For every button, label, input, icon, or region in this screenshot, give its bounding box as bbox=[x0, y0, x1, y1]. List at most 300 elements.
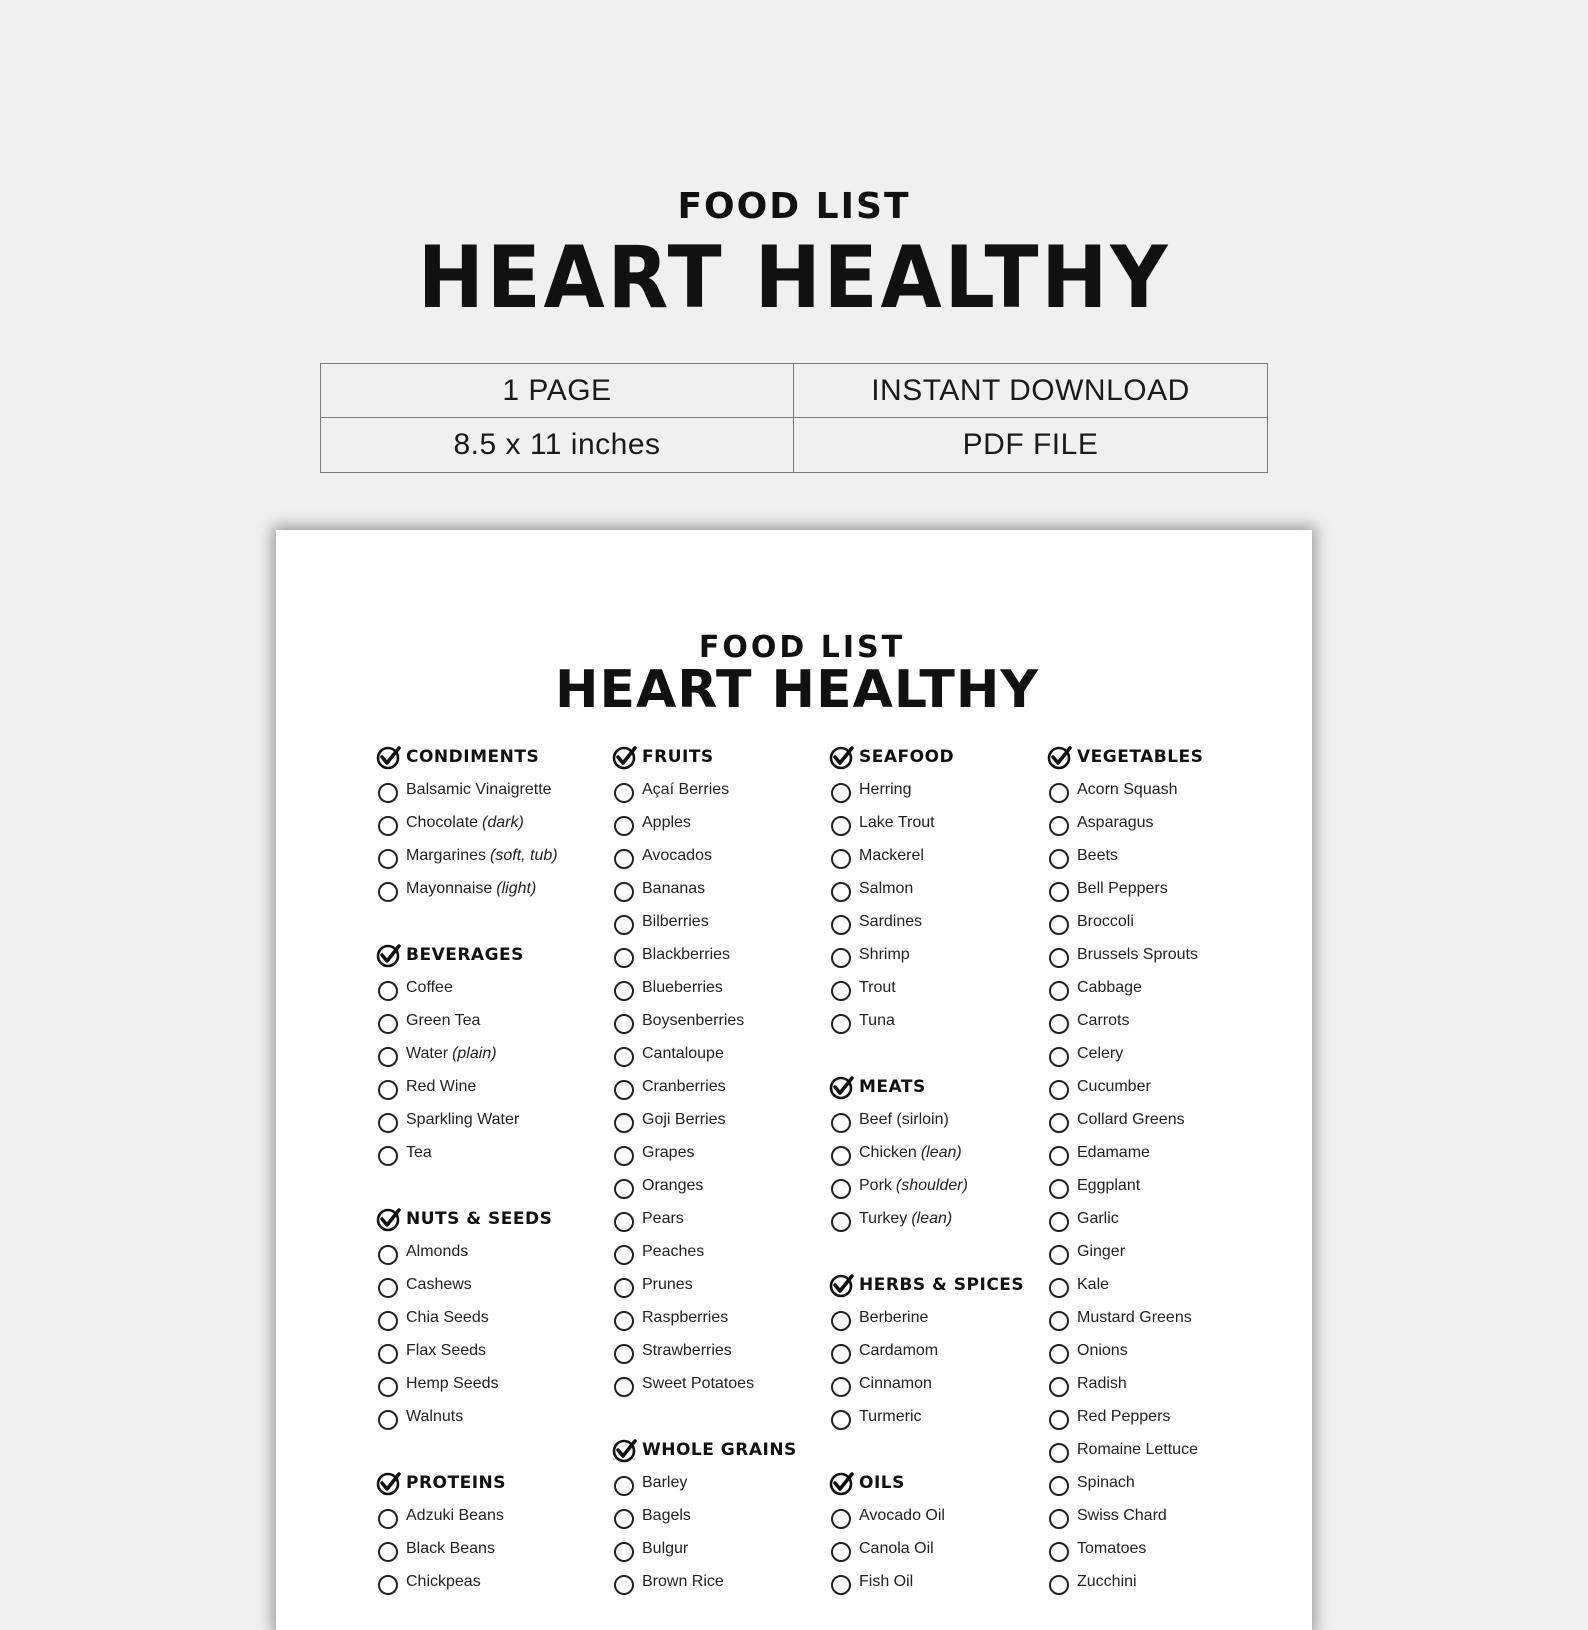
food-item-name: Chicken bbox=[859, 1143, 917, 1161]
food-item[interactable] bbox=[829, 905, 1059, 938]
food-item[interactable] bbox=[612, 839, 842, 872]
food-item[interactable] bbox=[829, 839, 1059, 872]
food-item[interactable] bbox=[829, 1400, 1059, 1433]
food-category bbox=[612, 740, 842, 1400]
food-item-name: Carrots bbox=[1077, 1011, 1130, 1029]
circle-checkbox-icon[interactable] bbox=[378, 981, 398, 1001]
circle-checkbox-icon[interactable] bbox=[1049, 1377, 1069, 1397]
circle-checkbox-icon[interactable] bbox=[1049, 783, 1069, 803]
food-item-note: (shoulder) bbox=[895, 1176, 968, 1194]
food-category bbox=[829, 1268, 1059, 1433]
food-item-name: Salmon bbox=[859, 879, 914, 897]
circle-checkbox-icon[interactable] bbox=[1049, 1047, 1069, 1067]
food-item-name: Chickpeas bbox=[406, 1572, 481, 1590]
food-item[interactable] bbox=[376, 1235, 606, 1268]
circle-checkbox-icon[interactable] bbox=[831, 1344, 851, 1364]
circle-checkbox-icon[interactable] bbox=[378, 1245, 398, 1265]
food-item-name: Avocados bbox=[642, 846, 712, 864]
circle-checkbox-icon[interactable] bbox=[1049, 1278, 1069, 1298]
food-item-name: Blueberries bbox=[642, 978, 723, 996]
food-category bbox=[376, 938, 606, 1169]
food-item[interactable] bbox=[829, 1367, 1059, 1400]
food-item[interactable] bbox=[612, 1301, 842, 1334]
circle-checkbox-icon[interactable] bbox=[1049, 1146, 1069, 1166]
circle-checkbox-icon[interactable] bbox=[831, 1311, 851, 1331]
food-item[interactable] bbox=[1047, 905, 1277, 938]
food-category bbox=[376, 1466, 606, 1598]
food-item[interactable] bbox=[1047, 1235, 1277, 1268]
circle-checkbox-icon[interactable] bbox=[1049, 1443, 1069, 1463]
circle-checkbox-icon[interactable] bbox=[1049, 948, 1069, 968]
food-item-name: Edamame bbox=[1077, 1143, 1150, 1161]
food-item[interactable] bbox=[376, 773, 606, 806]
food-item[interactable] bbox=[829, 1301, 1059, 1334]
food-item[interactable] bbox=[829, 773, 1059, 806]
food-item[interactable] bbox=[376, 1532, 606, 1565]
circle-checkbox-icon[interactable] bbox=[614, 1377, 634, 1397]
food-item-name: Mustard Greens bbox=[1077, 1308, 1192, 1326]
food-item-name: Shrimp bbox=[859, 945, 910, 963]
checkmark-icon bbox=[612, 1437, 638, 1463]
food-item[interactable] bbox=[376, 1301, 606, 1334]
food-item-name: Red Wine bbox=[406, 1077, 477, 1095]
food-item[interactable] bbox=[612, 872, 842, 905]
food-item[interactable] bbox=[1047, 1136, 1277, 1169]
checkmark-icon bbox=[829, 744, 855, 770]
food-item-name: Balsamic Vinaigrette bbox=[406, 780, 552, 798]
circle-checkbox-icon[interactable] bbox=[378, 1410, 398, 1430]
food-item[interactable] bbox=[612, 1103, 842, 1136]
food-item-name: Mackerel bbox=[859, 846, 924, 864]
info-format: PDF FILE bbox=[962, 428, 1099, 461]
food-item-name: Grapes bbox=[642, 1143, 695, 1161]
food-item-name: Beets bbox=[1077, 846, 1118, 864]
category-heading bbox=[376, 740, 606, 773]
food-item-name: Prunes bbox=[642, 1275, 693, 1293]
food-item[interactable] bbox=[1047, 1499, 1277, 1532]
circle-checkbox-icon[interactable] bbox=[378, 816, 398, 836]
sheet-title: HEART HEALTHY bbox=[554, 660, 1040, 720]
info-delivery: INSTANT DOWNLOAD bbox=[794, 364, 1267, 418]
circle-checkbox-icon[interactable] bbox=[1049, 1509, 1069, 1529]
food-item-name: Almonds bbox=[406, 1242, 469, 1260]
food-item-name: Canola Oil bbox=[859, 1539, 934, 1557]
category-heading bbox=[829, 1070, 1059, 1103]
circle-checkbox-icon[interactable] bbox=[614, 1476, 634, 1496]
circle-checkbox-icon[interactable] bbox=[614, 1278, 634, 1298]
food-item-name: Cucumber bbox=[1077, 1077, 1151, 1095]
food-item-name: Celery bbox=[1077, 1044, 1124, 1062]
circle-checkbox-icon[interactable] bbox=[831, 948, 851, 968]
food-item[interactable] bbox=[1047, 773, 1277, 806]
food-item[interactable] bbox=[829, 1103, 1059, 1136]
food-item[interactable] bbox=[1047, 1037, 1277, 1070]
checkmark-icon bbox=[829, 1074, 855, 1100]
circle-checkbox-icon[interactable] bbox=[614, 915, 634, 935]
circle-checkbox-icon[interactable] bbox=[1049, 1575, 1069, 1595]
circle-checkbox-icon[interactable] bbox=[378, 783, 398, 803]
circle-checkbox-icon[interactable] bbox=[1049, 1542, 1069, 1562]
food-item[interactable] bbox=[1047, 1400, 1277, 1433]
food-item-name: Sparkling Water bbox=[406, 1110, 520, 1128]
circle-checkbox-icon[interactable] bbox=[614, 1509, 634, 1529]
circle-checkbox-icon[interactable] bbox=[614, 1311, 634, 1331]
circle-checkbox-icon[interactable] bbox=[831, 882, 851, 902]
category-title: HERBS & SPICES bbox=[859, 1274, 1025, 1295]
food-item[interactable] bbox=[1047, 1004, 1277, 1037]
circle-checkbox-icon[interactable] bbox=[614, 1575, 634, 1595]
circle-checkbox-icon[interactable] bbox=[614, 1014, 634, 1034]
food-item[interactable] bbox=[376, 1136, 606, 1169]
circle-checkbox-icon[interactable] bbox=[831, 1410, 851, 1430]
circle-checkbox-icon[interactable] bbox=[1049, 1179, 1069, 1199]
food-item[interactable] bbox=[612, 1202, 842, 1235]
food-item[interactable] bbox=[612, 1565, 842, 1598]
circle-checkbox-icon[interactable] bbox=[614, 1113, 634, 1133]
food-item-name: Ginger bbox=[1077, 1242, 1126, 1260]
food-item[interactable] bbox=[376, 1334, 606, 1367]
circle-checkbox-icon[interactable] bbox=[831, 1179, 851, 1199]
food-item-name: Tuna bbox=[859, 1011, 895, 1029]
checkmark-icon bbox=[376, 1206, 402, 1232]
food-item-note: (light) bbox=[496, 879, 537, 897]
circle-checkbox-icon[interactable] bbox=[831, 1509, 851, 1529]
circle-checkbox-icon[interactable] bbox=[831, 1377, 851, 1397]
circle-checkbox-icon[interactable] bbox=[614, 948, 634, 968]
circle-checkbox-icon[interactable] bbox=[614, 1542, 634, 1562]
food-item-name: Romaine Lettuce bbox=[1077, 1440, 1198, 1458]
food-item-name: Bananas bbox=[642, 879, 706, 897]
circle-checkbox-icon[interactable] bbox=[1049, 1311, 1069, 1331]
food-item-name: Tomatoes bbox=[1077, 1539, 1147, 1557]
food-item[interactable] bbox=[612, 1367, 842, 1400]
food-item[interactable] bbox=[376, 1037, 606, 1070]
circle-checkbox-icon[interactable] bbox=[614, 1146, 634, 1166]
circle-checkbox-icon[interactable] bbox=[831, 1542, 851, 1562]
food-item[interactable] bbox=[1047, 872, 1277, 905]
circle-checkbox-icon[interactable] bbox=[1049, 1113, 1069, 1133]
food-item-name: Garlic bbox=[1077, 1209, 1119, 1227]
food-item-name: Brown Rice bbox=[642, 1572, 724, 1590]
circle-checkbox-icon[interactable] bbox=[1049, 915, 1069, 935]
food-item[interactable] bbox=[612, 1169, 842, 1202]
circle-checkbox-icon[interactable] bbox=[378, 882, 398, 902]
circle-checkbox-icon[interactable] bbox=[614, 1245, 634, 1265]
food-item-name: Red Peppers bbox=[1077, 1407, 1171, 1425]
circle-checkbox-icon[interactable] bbox=[1049, 816, 1069, 836]
food-item[interactable] bbox=[612, 773, 842, 806]
circle-checkbox-icon[interactable] bbox=[378, 1575, 398, 1595]
food-item[interactable] bbox=[612, 1235, 842, 1268]
circle-checkbox-icon[interactable] bbox=[831, 1212, 851, 1232]
food-column bbox=[612, 740, 842, 1630]
food-item[interactable] bbox=[612, 1004, 842, 1037]
food-item-name: Mayonnaise bbox=[406, 879, 493, 897]
circle-checkbox-icon[interactable] bbox=[1049, 849, 1069, 869]
food-item-name: Bell Peppers bbox=[1077, 879, 1168, 897]
food-item[interactable] bbox=[829, 1499, 1059, 1532]
circle-checkbox-icon[interactable] bbox=[831, 1575, 851, 1595]
food-item-name: Strawberries bbox=[642, 1341, 732, 1359]
food-item-name: Cardamom bbox=[859, 1341, 939, 1359]
food-item-name: Barley bbox=[642, 1473, 688, 1491]
food-category bbox=[829, 1070, 1059, 1235]
food-item-name: Beef (sirloin) bbox=[859, 1110, 949, 1128]
food-item-name: Chia Seeds bbox=[406, 1308, 489, 1326]
food-category bbox=[376, 1202, 606, 1433]
circle-checkbox-icon[interactable] bbox=[378, 1113, 398, 1133]
circle-checkbox-icon[interactable] bbox=[1049, 1212, 1069, 1232]
food-item[interactable] bbox=[612, 1466, 842, 1499]
food-item[interactable] bbox=[376, 806, 606, 839]
food-item[interactable] bbox=[1047, 1103, 1277, 1136]
food-item[interactable] bbox=[376, 1499, 606, 1532]
circle-checkbox-icon[interactable] bbox=[831, 816, 851, 836]
food-item[interactable] bbox=[829, 1169, 1059, 1202]
circle-checkbox-icon[interactable] bbox=[1049, 1014, 1069, 1034]
food-item-name: Margarines bbox=[406, 846, 487, 864]
food-item[interactable] bbox=[376, 1268, 606, 1301]
circle-checkbox-icon[interactable] bbox=[1049, 1245, 1069, 1265]
food-item-name: Tea bbox=[406, 1143, 432, 1161]
food-item[interactable] bbox=[376, 1070, 606, 1103]
food-item-name: Zucchini bbox=[1077, 1572, 1137, 1590]
circle-checkbox-icon[interactable] bbox=[1049, 981, 1069, 1001]
food-item-name: Blackberries bbox=[642, 945, 731, 963]
food-item[interactable] bbox=[829, 1334, 1059, 1367]
food-item-name: Fish Oil bbox=[859, 1572, 914, 1590]
food-item[interactable] bbox=[376, 971, 606, 1004]
food-item[interactable] bbox=[829, 872, 1059, 905]
food-item[interactable] bbox=[1047, 1532, 1277, 1565]
circle-checkbox-icon[interactable] bbox=[831, 1014, 851, 1034]
circle-checkbox-icon[interactable] bbox=[614, 981, 634, 1001]
circle-checkbox-icon[interactable] bbox=[831, 849, 851, 869]
circle-checkbox-icon[interactable] bbox=[614, 1179, 634, 1199]
food-item-name: Eggplant bbox=[1077, 1176, 1141, 1194]
circle-checkbox-icon[interactable] bbox=[1049, 1410, 1069, 1430]
food-category bbox=[829, 1466, 1059, 1598]
food-column bbox=[1047, 740, 1277, 1630]
food-item[interactable] bbox=[612, 971, 842, 1004]
checkmark-icon bbox=[376, 744, 402, 770]
food-item-name: Broccoli bbox=[1077, 912, 1134, 930]
checkmark-icon bbox=[829, 1272, 855, 1298]
circle-checkbox-icon[interactable] bbox=[378, 1377, 398, 1397]
food-item-note: (dark) bbox=[482, 813, 524, 831]
food-item[interactable] bbox=[829, 971, 1059, 1004]
category-title: SEAFOOD bbox=[859, 746, 955, 767]
food-item-name: Black Beans bbox=[406, 1539, 495, 1557]
food-category bbox=[829, 740, 1059, 1037]
food-item-name: Peaches bbox=[642, 1242, 705, 1260]
circle-checkbox-icon[interactable] bbox=[614, 1047, 634, 1067]
food-item[interactable] bbox=[1047, 1268, 1277, 1301]
food-item[interactable] bbox=[1047, 1202, 1277, 1235]
circle-checkbox-icon[interactable] bbox=[1049, 1476, 1069, 1496]
food-item-name: Coffee bbox=[406, 978, 453, 996]
food-item[interactable] bbox=[1047, 938, 1277, 971]
food-item[interactable] bbox=[612, 1532, 842, 1565]
circle-checkbox-icon[interactable] bbox=[831, 915, 851, 935]
food-item-name: Turkey bbox=[859, 1209, 908, 1227]
circle-checkbox-icon[interactable] bbox=[614, 1344, 634, 1364]
circle-checkbox-icon[interactable] bbox=[378, 1509, 398, 1529]
top-kicker: FOOD LIST bbox=[677, 186, 911, 227]
food-item[interactable] bbox=[612, 1499, 842, 1532]
category-heading bbox=[376, 1202, 606, 1235]
food-item[interactable] bbox=[829, 1202, 1059, 1235]
food-item-note: (plain) bbox=[452, 1044, 497, 1062]
food-item-name: Cinnamon bbox=[859, 1374, 932, 1392]
food-item-name: Green Tea bbox=[406, 1011, 481, 1029]
food-item[interactable] bbox=[612, 905, 842, 938]
food-item-name: Bagels bbox=[642, 1506, 691, 1524]
food-item-note: (soft, tub) bbox=[490, 846, 558, 864]
food-item-name: Lake Trout bbox=[859, 813, 935, 831]
food-category bbox=[612, 1433, 842, 1598]
circle-checkbox-icon[interactable] bbox=[614, 1212, 634, 1232]
food-item[interactable] bbox=[376, 1367, 606, 1400]
food-item-name: Berberine bbox=[859, 1308, 929, 1326]
food-item-note: (lean) bbox=[920, 1143, 962, 1161]
food-item-name: Pears bbox=[642, 1209, 684, 1227]
circle-checkbox-icon[interactable] bbox=[614, 816, 634, 836]
circle-checkbox-icon[interactable] bbox=[831, 1113, 851, 1133]
food-item-name: Radish bbox=[1077, 1374, 1127, 1392]
category-title: VEGETABLES bbox=[1077, 746, 1204, 767]
food-item[interactable] bbox=[1047, 1433, 1277, 1466]
food-item[interactable] bbox=[1047, 1367, 1277, 1400]
circle-checkbox-icon[interactable] bbox=[1049, 1344, 1069, 1364]
food-item-name: Raspberries bbox=[642, 1308, 729, 1326]
food-item-name: Kale bbox=[1077, 1275, 1110, 1293]
food-item[interactable] bbox=[1047, 1169, 1277, 1202]
food-item-name: Spinach bbox=[1077, 1473, 1135, 1491]
category-heading bbox=[829, 740, 1059, 773]
food-item[interactable] bbox=[829, 938, 1059, 971]
circle-checkbox-icon[interactable] bbox=[378, 1278, 398, 1298]
food-item-name: Brussels Sprouts bbox=[1077, 945, 1198, 963]
food-item[interactable] bbox=[612, 1334, 842, 1367]
circle-checkbox-icon[interactable] bbox=[378, 1047, 398, 1067]
circle-checkbox-icon[interactable] bbox=[378, 1542, 398, 1562]
food-item[interactable] bbox=[1047, 1466, 1277, 1499]
sheet-kicker: FOOD LIST bbox=[698, 630, 906, 665]
food-item[interactable] bbox=[376, 872, 606, 905]
food-item[interactable] bbox=[829, 1565, 1059, 1598]
food-item-name: Pork bbox=[859, 1176, 892, 1194]
food-item-note: (lean) bbox=[911, 1209, 953, 1227]
food-item-name: Acorn Squash bbox=[1077, 780, 1178, 798]
circle-checkbox-icon[interactable] bbox=[1049, 1080, 1069, 1100]
top-title: HEART HEALTHY bbox=[417, 228, 1171, 328]
food-category bbox=[1047, 740, 1277, 1598]
food-item-name: Cashews bbox=[406, 1275, 472, 1293]
category-title: BEVERAGES bbox=[406, 944, 524, 965]
food-item[interactable] bbox=[612, 806, 842, 839]
food-item[interactable] bbox=[1047, 1334, 1277, 1367]
food-item-name: Herring bbox=[859, 780, 912, 798]
food-item-name: Oranges bbox=[642, 1176, 704, 1194]
food-item[interactable] bbox=[376, 1103, 606, 1136]
circle-checkbox-icon[interactable] bbox=[1049, 882, 1069, 902]
category-heading bbox=[612, 1433, 842, 1466]
circle-checkbox-icon[interactable] bbox=[378, 1014, 398, 1034]
circle-checkbox-icon[interactable] bbox=[831, 783, 851, 803]
circle-checkbox-icon[interactable] bbox=[378, 1146, 398, 1166]
food-item[interactable] bbox=[1047, 839, 1277, 872]
food-item-name: Onions bbox=[1077, 1341, 1128, 1359]
food-item[interactable] bbox=[376, 1004, 606, 1037]
food-item-name: Cantaloupe bbox=[642, 1044, 724, 1062]
circle-checkbox-icon[interactable] bbox=[614, 783, 634, 803]
food-item[interactable] bbox=[612, 1268, 842, 1301]
food-item[interactable] bbox=[612, 1136, 842, 1169]
food-item[interactable] bbox=[612, 1037, 842, 1070]
food-item-name: Turmeric bbox=[859, 1407, 922, 1425]
category-title: PROTEINS bbox=[406, 1472, 507, 1493]
category-title: FRUITS bbox=[642, 746, 714, 767]
circle-checkbox-icon[interactable] bbox=[378, 849, 398, 869]
food-item[interactable] bbox=[376, 1400, 606, 1433]
food-item[interactable] bbox=[1047, 1565, 1277, 1598]
food-item[interactable] bbox=[1047, 806, 1277, 839]
circle-checkbox-icon[interactable] bbox=[614, 1080, 634, 1100]
food-item-name: Sardines bbox=[859, 912, 923, 930]
food-item-name: Water bbox=[406, 1044, 449, 1062]
info-size: 8.5 x 11 inches bbox=[321, 418, 794, 472]
food-item-name: Adzuki Beans bbox=[406, 1506, 504, 1524]
category-heading bbox=[376, 1466, 606, 1499]
food-item[interactable] bbox=[1047, 971, 1277, 1004]
category-title: NUTS & SEEDS bbox=[406, 1208, 553, 1229]
food-item[interactable] bbox=[1047, 1301, 1277, 1334]
food-item[interactable] bbox=[376, 1565, 606, 1598]
food-item[interactable] bbox=[376, 839, 606, 872]
category-heading bbox=[1047, 740, 1277, 773]
circle-checkbox-icon[interactable] bbox=[378, 1344, 398, 1364]
checkmark-icon bbox=[376, 1470, 402, 1496]
category-heading bbox=[829, 1268, 1059, 1301]
food-item[interactable] bbox=[612, 1070, 842, 1103]
food-item-name: Avocado Oil bbox=[859, 1506, 945, 1524]
circle-checkbox-icon[interactable] bbox=[614, 849, 634, 869]
checkmark-icon bbox=[1047, 744, 1073, 770]
food-item-name: Flax Seeds bbox=[406, 1341, 487, 1359]
food-item[interactable] bbox=[829, 1532, 1059, 1565]
circle-checkbox-icon[interactable] bbox=[378, 1080, 398, 1100]
food-item-name: Bulgur bbox=[642, 1539, 689, 1557]
food-category bbox=[376, 740, 606, 905]
food-item-name: Cranberries bbox=[642, 1077, 726, 1095]
food-item-name: Trout bbox=[859, 978, 896, 996]
food-item[interactable] bbox=[829, 806, 1059, 839]
circle-checkbox-icon[interactable] bbox=[378, 1311, 398, 1331]
food-item[interactable] bbox=[829, 1004, 1059, 1037]
food-item-name: Walnuts bbox=[406, 1407, 464, 1425]
food-item[interactable] bbox=[612, 938, 842, 971]
food-item-name: Chocolate bbox=[406, 813, 479, 831]
food-item[interactable] bbox=[1047, 1070, 1277, 1103]
food-item[interactable] bbox=[829, 1136, 1059, 1169]
circle-checkbox-icon[interactable] bbox=[831, 981, 851, 1001]
category-title: MEATS bbox=[859, 1076, 926, 1097]
category-title: CONDIMENTS bbox=[406, 746, 540, 767]
circle-checkbox-icon[interactable] bbox=[831, 1146, 851, 1166]
food-item-name: Swiss Chard bbox=[1077, 1506, 1167, 1524]
circle-checkbox-icon[interactable] bbox=[614, 882, 634, 902]
